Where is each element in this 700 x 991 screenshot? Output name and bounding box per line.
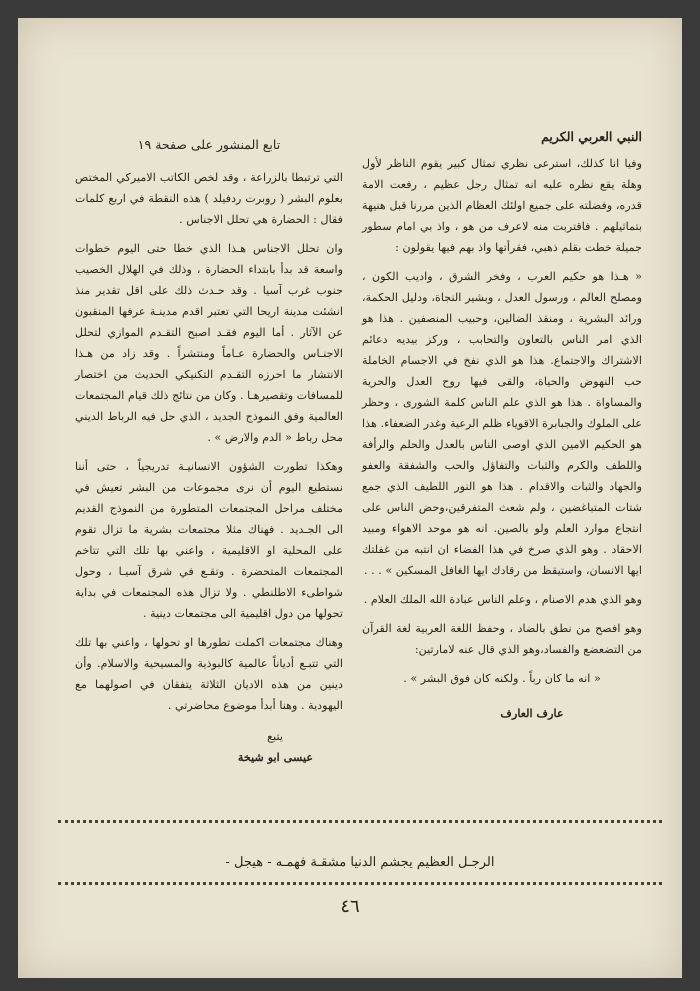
article-paragraph: وهكذا تطورت الشؤون الانسانيـة تدريجياً ، حتى أننا نستطيع اليوم أن نرى مجموعات من البشر تعيش في مختلف مراحل المجتمعات المتطورة من النموذج القديم الى الجـديد . فهناك مثلا مجتمعات بشرية ما تزال تقوم على المحلية او الاقليمية ، واعني بها تلك التي تتاخم المجتمعات المتحضرة . وتقـع في شرق آسيـا ، وحول شواطىء الاطلنطي . ولا تزال هذه المجتمعات في بداية تحولها من دول اقليمية الى مجتمعات دينية . bbox=[75, 460, 343, 620]
article-paragraph: وفيا انا كذلك، استرعى نظري تمثال كبير يقوم الناظر لأول وهلة يقع نظره عليه انه تمثال رجل عظيم ، رفعت الامة قدره، وفضلته على جميع اولئك العظام الذين مررنا قبل هنيهة بتماثيلهم . فاقتربت منه لاعرف من هو ، واذ بي امام سطور جميلة خطت بقلم ذهبي، فقرأتها واذ بهم فيها يقولون : bbox=[362, 157, 642, 254]
article-paragraph: وان تحلل الاجناس هـذا الذي خطا حتى اليوم خطوات واسعة قد بدأ بابتداء الحضارة ، وذلك في الهلال الخصيب جنوب غرب آسيا . وقد حـدث ذلك على اقل تقدير منذ انشئت مدينة اريحا التي تعتبر اقدم مدينـة عرفها المنقبون عن الآثار . أما اليوم فقـد اصبح التقـدم الموازي لتحلل الاجنـاس والحضارة عـاماً ومنتشراً . وقد زاد من هـذا الانتشار ما احرزه التقـدم التكنيكي الحديث من اختصار للمسافات وتقصيرهـا . وكان من نتائج ذلك قيام المجتمعات العالمية وفق النموذج الجديد ، الذي حل فيه الرباط الديني محل رباط « الدم والارض » . bbox=[75, 242, 343, 444]
author-signature: عيسى ابو شيخة bbox=[237, 750, 313, 764]
article-column-left bbox=[75, 134, 343, 768]
article-paragraph: التي ترتبطا بالزراعة ، وقد لخص الكاتب الاميركي المختص بعلوم البشر ( روبرت ردفيلد ) هذه النقطة في اربع كلمات فقال : الحضارة هي تحلل الاجناس . bbox=[75, 171, 343, 226]
article-paragraph: وهناك مجتمعات اكملت تطورها او تحولها ، واعني بها تلك التي تتبـع أدياناً عالمية كالبوذية والمسيحية والاسلام. وأن دينين من هذه الاديان الثلاثة يتفقان في اصولهما مع اليهودية . وهنا أبدأ موضوع محاضرتي . bbox=[75, 636, 343, 712]
article-column-right bbox=[362, 126, 642, 724]
dotted-divider-bottom bbox=[58, 882, 662, 885]
magazine-page bbox=[18, 18, 682, 978]
page-number: ٤٦ bbox=[340, 896, 360, 917]
article-paragraph: وهو الذي هدم الاصنام ، وعلم الناس عبادة الله الملك العلام . bbox=[363, 593, 642, 606]
to-be-continued-label: يتبع bbox=[267, 730, 283, 743]
article-paragraph: « هـذا هو حكيم العرب ، وفخر الشرق ، واديب الكون ، ومصلح العالم ، ورسول العدل ، وبشير النجاة، ودليل الحكمة، ورائد البشرية ، ومنقذ الضالين، وحبيب المنصفين . هذا هو الذي امر الناس بالتعاون والتحابب ، وركز بيديه دعائم الاشتراك والاجتماع. هذا هو الذي نفخ في الاجسام الخاملة حب النهوض والحياة، والقى فيها روح العدل والحرية والمساواة . هذا هو الذي علم الناس كلمة الشورى ، وحظر على الملوك والجبابرة الاقوياء ظلم الرعية وغدر الضعفاء. هذا هو الحكيم الامين الذي اوصى الناس بالعدل والحلم والرأفة واللطف والكرم والثبات والتفاؤل والحب والشفقة والعفو والجهاد والثبات والاقدام . هذا هو النور اللطيف الذي جمع شتات المتباغضين ، ولم شعث المتفرقين،وحض الناس على انتجاع موارد العلم ولو بالصين. انه هو موحد الاهواء ومبيد الاحقاد . وهو الذي صرخ في هذا الفضاء ان انتبه من غفلتك ايها الانسان، واستيقظ من رقادك ايها الغافل المسكين » . . . bbox=[362, 270, 642, 577]
article-heading: النبي العربي الكريم bbox=[541, 129, 642, 144]
article-paragraph: وهو افصح من نطق بالضاد ، وحفظ اللغة العربية لغة القرآن من التضعضع والفساد،وهو الذي قال عنه لامارتين: bbox=[362, 622, 642, 656]
dotted-divider-top bbox=[58, 820, 662, 823]
lamartine-quote: « انه ما كان رباً . ولكنه كان فوق البشر » . bbox=[403, 672, 601, 685]
author-signature: عارف العارف bbox=[500, 706, 564, 720]
continuation-title: تابع المنشور على صفحة ١٩ bbox=[137, 137, 281, 152]
footer-motto: الرجـل العظيم يجشم الدنيا مشقـة فهمـه - هيجل - bbox=[225, 855, 495, 870]
